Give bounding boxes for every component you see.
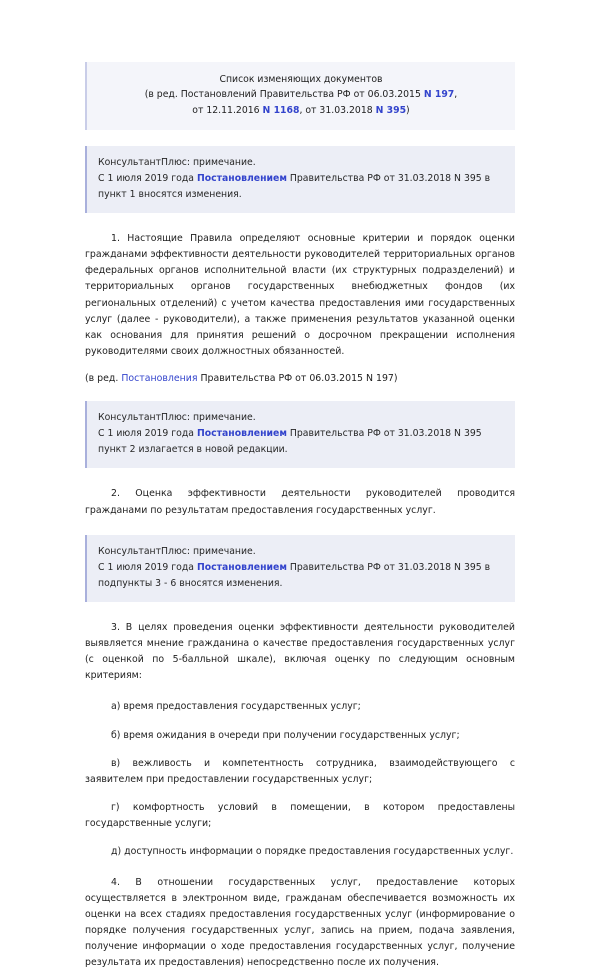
paragraph-1: 1. Настоящие Правила определяют основные критерии и порядок оценки гражданами эффективности деятельности руководителей территориальных органов федеральных органов исполнительной власти (их структурных подразделений) и территориальных органов государственных внебюджетных фондов (их региональных отделений) с учетом качества предоставления ими государственных услуг (далее - руководители), а также применения результатов указанной оценки как основания для принятия решений о досрочном прекращении исполнения руководителями своих должностных обязанностей. xyxy=(85,232,515,358)
note-2-link-postanovleniem[interactable]: Постановлением xyxy=(196,428,287,440)
paragraph-2: 2. Оценка эффективности деятельности руководителей проводится гражданами по результатам предоставления государственных услуг. xyxy=(85,488,515,516)
paragraph-1-source-prefix: (в ред. xyxy=(85,373,122,385)
note-3-prefix: С 1 июля 2019 года xyxy=(98,561,197,573)
note-2-label: КонсультантПлюс: примечание. xyxy=(98,412,256,424)
header-line3-suffix: ) xyxy=(406,104,410,116)
subitem-b: б) время ожидания в очереди при получении государственных услуг; xyxy=(111,729,460,741)
consultant-note-1 xyxy=(85,146,515,213)
header-line2-prefix: (в ред. Постановлений Правительства РФ от 06.03.2015 xyxy=(144,89,424,101)
note-2-suffix: Правительства РФ от 31.03.2018 N 395 пункт 2 излагается в новой редакции. xyxy=(98,428,482,456)
note-3-suffix: Правительства РФ от 31.03.2018 N 395 в подпункты 3 - 6 вносятся изменения. xyxy=(98,561,491,589)
header-line3-prefix: от 12.11.2016 xyxy=(192,104,263,116)
header-line-2 xyxy=(99,87,503,102)
paragraph-4: 4. В отношении государственных услуг, предоставление которых осуществляется в электронном виде, гражданам обеспечивается возможность их оценки на всех стадиях предоставления государственных услуг (информирование о порядке получения государственных услуг, запись на прием, подача заявления, получение информации о ходе предоставления государственных услуг, получение результата их предоставления) непосредственно после их получения. xyxy=(85,876,515,969)
subitem-g: г) комфортность условий в помещении, в котором предоставлены государственные услуги; xyxy=(85,802,515,830)
link-n-197[interactable]: N 197 xyxy=(423,89,455,101)
subitem-a: а) время предоставления государственных услуг; xyxy=(111,701,361,713)
header-line-3 xyxy=(99,103,503,118)
changing-documents-header xyxy=(85,62,515,130)
note-3-label: КонсультантПлюс: примечание. xyxy=(98,545,256,557)
note-1-suffix: Правительства РФ от 31.03.2018 N 395 в пункт 1 вносятся изменения. xyxy=(98,172,491,200)
header-line2-suffix: , xyxy=(454,89,458,101)
note-2-prefix: С 1 июля 2019 года xyxy=(98,428,197,440)
note-1-link-postanovleniem[interactable]: Постановлением xyxy=(196,172,287,184)
header-title: Список изменяющих документов xyxy=(219,74,383,85)
header-line3-mid: , от 31.03.2018 xyxy=(299,104,376,116)
consultant-note-3 xyxy=(85,535,515,602)
note-1-prefix: С 1 июля 2019 года xyxy=(98,172,197,184)
consultant-note-2 xyxy=(85,401,515,468)
link-n-1168[interactable]: N 1168 xyxy=(262,104,300,116)
subitem-v: в) вежливость и компетентность сотрудника, взаимодействующего с заявителем при предоставлении государственных услуг; xyxy=(85,757,515,785)
paragraph-3: 3. В целях проведения оценки эффективности деятельности руководителей выявляется мнение гражданина о качестве предоставления государственных услуг (с оценкой по 5-балльной шкале), включая оценку по следующим основным критериям: xyxy=(85,621,515,682)
subitem-d: д) доступность информации о порядке предоставления государственных услуг. xyxy=(111,846,514,858)
note-3-link-postanovleniem[interactable]: Постановлением xyxy=(196,561,287,573)
paragraph-1-source xyxy=(85,371,515,387)
link-postanovleniya[interactable]: Постановления xyxy=(121,373,198,385)
note-1-label: КонсультантПлюс: примечание. xyxy=(98,156,256,168)
link-n-395[interactable]: N 395 xyxy=(375,104,407,116)
note-3-body xyxy=(98,560,505,592)
note-2-body xyxy=(98,426,505,458)
note-1-body xyxy=(98,171,505,203)
paragraph-1-source-suffix: Правительства РФ от 06.03.2015 N 197) xyxy=(197,373,398,385)
